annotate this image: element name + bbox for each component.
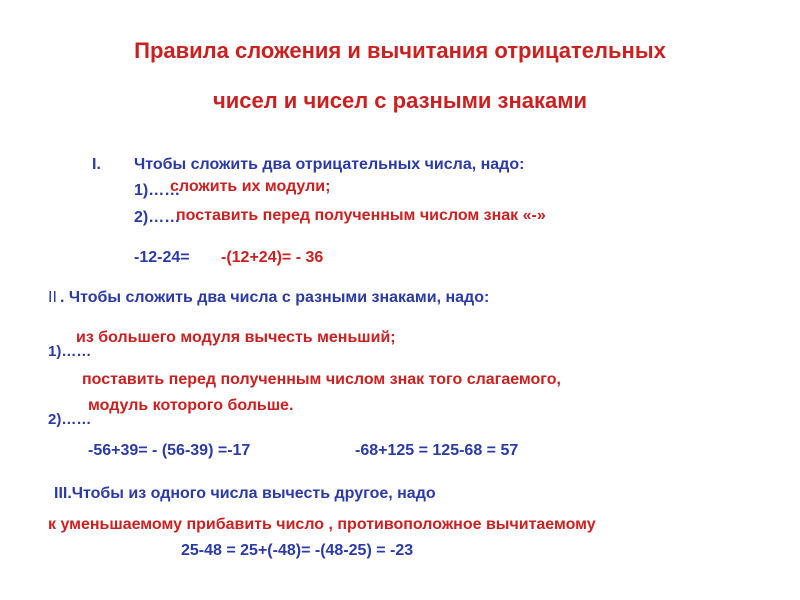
section3-example: 25-48 = 25+(-48)= -(48-25) = -23	[181, 542, 414, 559]
section2-step2-placeholder: 2)……	[48, 411, 92, 428]
section1-step2-placeholder: 2)……	[134, 209, 181, 226]
section2-heading: . Чтобы сложить два числа с разными знаками, надо:	[60, 289, 490, 306]
section1-example-left: -12-24=	[134, 249, 190, 266]
section2-step2-text-line1: поставить перед полученным числом знак того слагаемого,	[82, 371, 561, 388]
slide-title-line1: Правила сложения и вычитания отрицательных	[134, 38, 666, 63]
section1-step1-placeholder: 1)……	[134, 182, 181, 199]
section1-example-right: -(12+24)= - 36	[221, 249, 324, 266]
section2-example2: -68+125 = 125-68 = 57	[355, 442, 519, 459]
section2-step1-text: из большего модуля вычесть меньший;	[76, 329, 396, 346]
section2-step1-placeholder: 1)……	[48, 343, 92, 360]
section2-marker: II	[48, 289, 57, 306]
section1-marker: I.	[92, 156, 101, 173]
section1-step2-text: поставить перед полученным числом знак «-»	[176, 207, 546, 224]
slide-title-line2: чисел и чисел с разными знаками	[212, 88, 588, 113]
section2-example1: -56+39= - (56-39) =-17	[88, 442, 251, 459]
section3-rule: к уменьшаемому прибавить число , противоположное вычитаемому	[48, 516, 596, 533]
section1-step1-text: сложить их модули;	[170, 178, 331, 195]
section3-heading: III.Чтобы из одного числа вычесть другое, надо	[54, 485, 436, 502]
section1-heading: Чтобы сложить два отрицательных числа, надо:	[134, 156, 525, 173]
section2-step2-text-line2: модуль которого больше.	[88, 397, 294, 414]
